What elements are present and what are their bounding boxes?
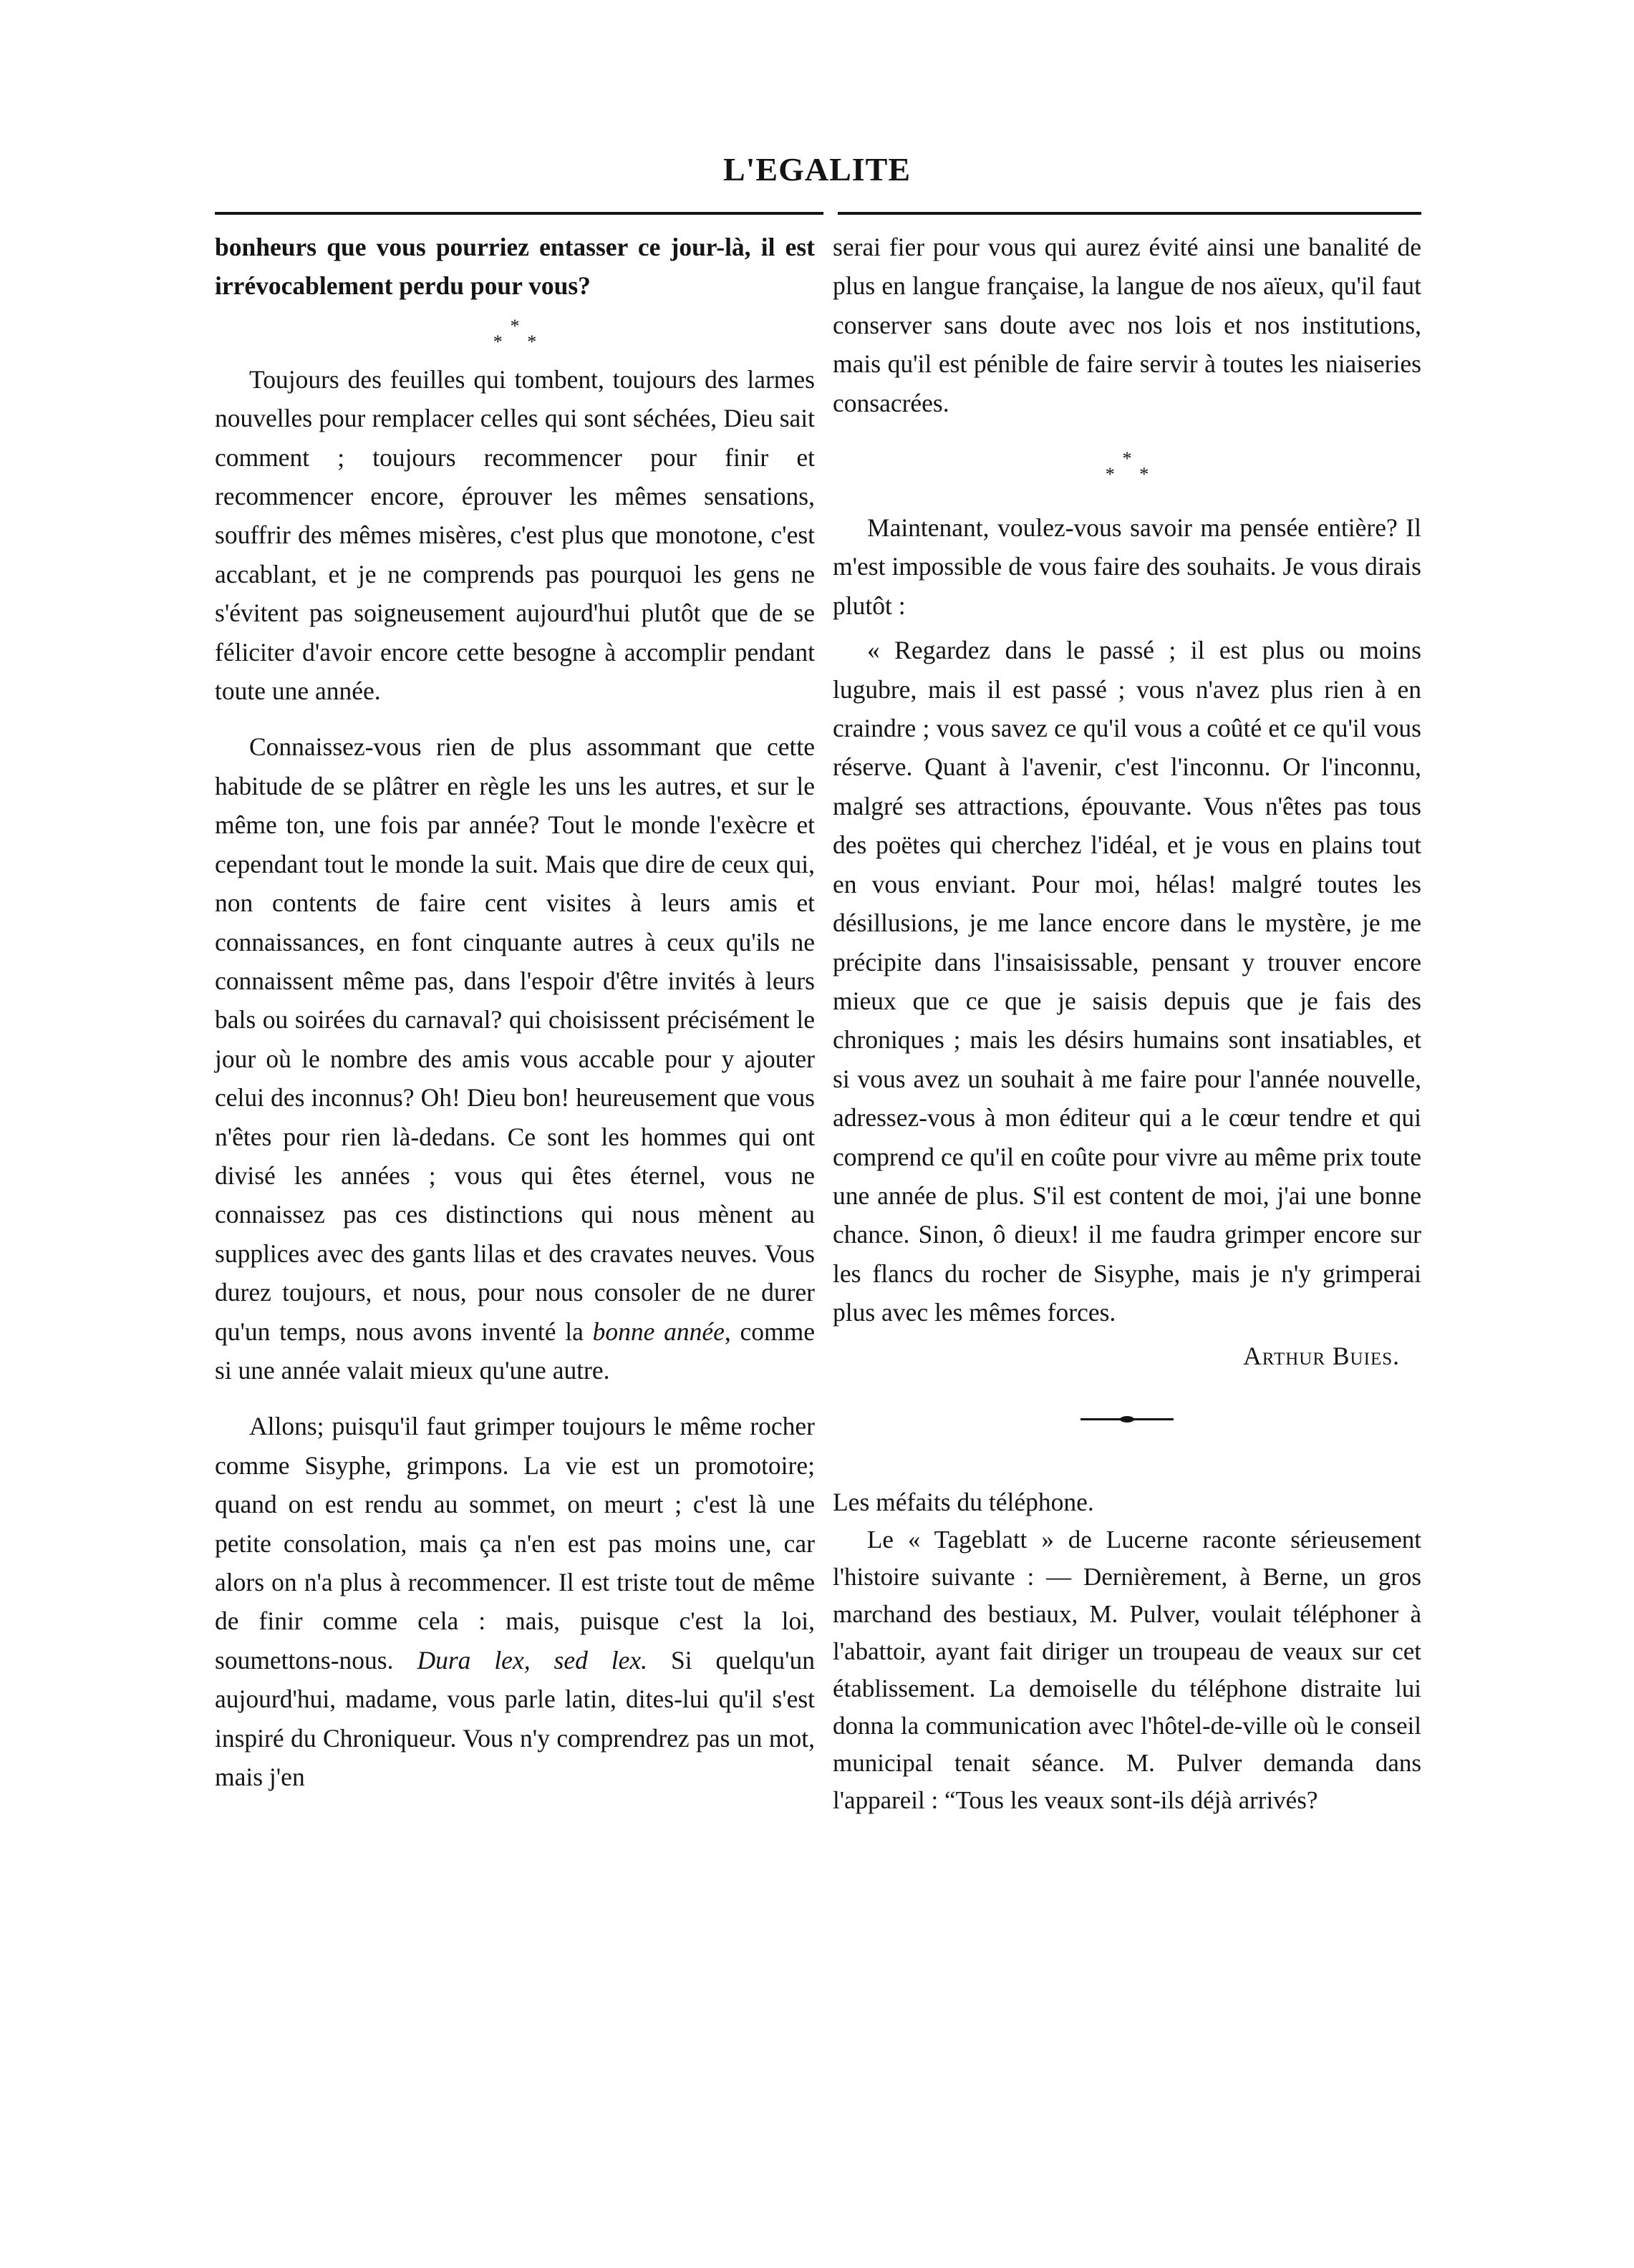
left-paragraph-4 (215, 1407, 815, 1796)
right-paragraph-2: Maintenant, voulez-vous savoir ma pensée entière? Il m'est impossible de vous faire des souhaits. Je vous dirais plutôt : (833, 513, 1421, 620)
right-paragraph-1: serai fier pour vous qui aurez évité ainsi une banalité de plus en langue française, la langue de nos aïeux, qu'il faut conserver sans doute avec nos lois et nos institutions, mais qu'il est pénible de faire servir à toutes les niaiseries consacrées. (833, 233, 1421, 417)
stars-top: * (510, 315, 520, 336)
stars-bottom: * * (1105, 464, 1159, 485)
header-rule-left (215, 212, 823, 215)
article-title: Les méfaits du téléphone. (833, 1487, 1094, 1516)
header-rule-right (838, 212, 1421, 215)
article-divider (833, 1375, 1421, 1483)
stars-top: * (1122, 448, 1132, 470)
left-paragraph-4-end: Si quelqu'un aujourd'hui, madame, vous parle latin, dites-lui qu'il s'est inspiré du Chroniqueur. Vous n'y comprendrez pas un mot, mais j'en (215, 1645, 816, 1792)
section-separator-stars (833, 422, 1421, 508)
left-column (215, 228, 815, 1796)
left-paragraph-3-italic: bonne année (592, 1317, 725, 1346)
section-separator-stars (215, 306, 815, 360)
left-paragraph-1: bonheurs que vous pourriez entasser ce jour-là, il est irrévocablement perdu pour vous? (215, 233, 815, 301)
left-paragraph-4-italic: Dura lex, sed lex. (417, 1645, 648, 1675)
left-paragraph-4-text: Allons; puisqu'il faut grimper toujours le même rocher comme Sisyphe, grimpons. La vie est un promotoire; quand on est rendu au sommet, on meurt ; c'est là une petite consolation, mais ça n'en est pas moins une, car alors on n'a plus à recommencer. Il est triste tout de même de finir comme cela : mais, puisque c'est la loi, soumettons-nous. (215, 1412, 815, 1675)
masthead: L'EGALITE (722, 151, 912, 188)
left-paragraph-2: Toujours des feuilles qui tombent, toujours des larmes nouvelles pour remplacer celles qui sont séchées, Dieu sait comment ; toujours recommencer pour finir et recommencer encore, éprouver les mêmes sensations, souffrir des mêmes misères, c'est plus que monotone, c'est accablant, et je ne comprends pas pourquoi les gens ne s'évitent pas soigneusement aujourd'hui plutôt que de se féliciter d'avoir encore cette besogne à accomplir pendant toute une année. (215, 364, 815, 706)
divider-ornament (1081, 1418, 1174, 1420)
left-paragraph-3-text: Connaissez-vous rien de plus assommant que cette habitude de se plâtrer en règle les uns les autres, et sur le même ton, une fois par année? Tout le monde l'exècre et cependant tout le monde la suit. Mais que dire de ceux qui, non contents de faire cent visites à leurs amis et connaissances, en font cinquante autres à ceux qu'ils ne connaissent même pas, dans l'espoir d'être invités à leurs bals ou soirées du carnaval? qui choisissent précisément le jour où le nombre des amis vous accable pour y ajouter celui des inconnus? Oh! Dieu bon! heureusement que vous n'êtes pour rien là-dedans. Ce sont les hommes qui ont divisé les années ; vous qui êtes éternel, vous ne connaissez pas ces distinctions qui nous mènent au supplices avec des gants lilas et des cravates neuves. Vous durez toujours, et nous, pour nous consoler de ne durer qu'un temps, nous avons inventé la (215, 732, 815, 1346)
left-paragraph-3 (215, 727, 815, 1390)
right-paragraph-3: « Regardez dans le passé ; il est plus ou moins lugubre, mais il est passé ; vous n'avez plus rien à en craindre ; vous savez ce qu'il vous a coûté et ce qu'il vous réserve. Quant à l'avenir, c'est l'inconnu. Or l'inconnu, malgré ses attractions, épouvante. Vous n'êtes pas tous des poëtes qui cherchez l'idéal, et je vous en plains tout en vous enviant. Pour moi, hélas! malgré toutes les désillusions, je me lance encore dans le mystère, je me précipite dans l'insaisissable, pensant y trouver encore mieux que ce que je saisis depuis que je fais des chroniques ; mais les désirs humains sont insatiables, et si vous avez un souhait à me faire pour l'année nouvelle, adressez-vous à mon éditeur qui a le cœur tendre et qui comprend ce qu'il en coûte pour vivre au même prix toute une année de plus. S'il est content de moi, j'ai une bonne chance. Sinon, ô dieux! il me faudra grimper encore sur les flancs du rocher de Sisyphe, mais je n'y grimperai plus avec les mêmes forces. (833, 636, 1421, 1327)
left-paragraph-3-end: , comme si une année valait mieux qu'une autre. (215, 1317, 815, 1385)
author-signature: Arthur Buies. (1243, 1341, 1400, 1370)
stars-bottom: * * (493, 331, 547, 352)
article-body: Le « Tageblatt » de Lucerne raconte sérieusement l'histoire suivante : — Dernièrement, à Berne, un gros marchand des bestiaux, M. Pulver, voulait téléphoner à l'abattoir, ayant fait diriger un troupeau de veaux sur cet établissement. La demoiselle du téléphone distraite lui donna la communication avec l'hôtel-de-ville où le conseil municipal tenait séance. M. Pulver demanda dans l'appareil : “Tous les veaux sont-ils déjà arrivés? (833, 1526, 1421, 1815)
right-column (833, 228, 1421, 1819)
